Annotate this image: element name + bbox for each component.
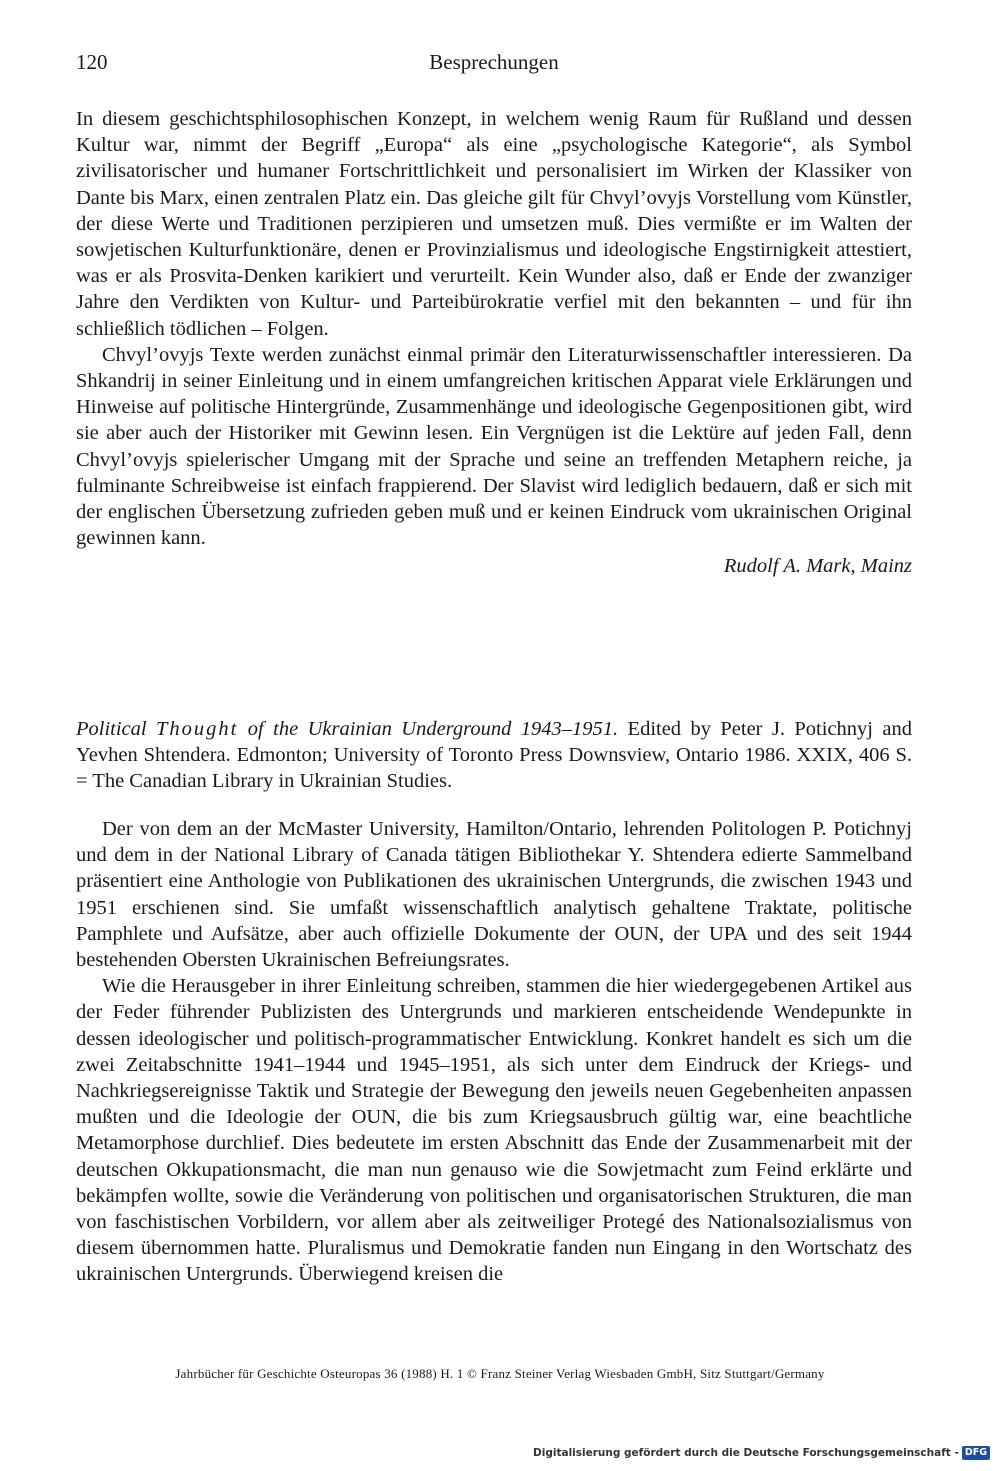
review-2-body [76,816,912,1288]
bibliographic-entry-text [76,716,912,795]
review-2-paragraph: Der von dem an der McMaster University, Hamilton/Ontario, lehrenden Politologen P. Potichnyj und dem in der National Library of Canada tätigen Bibliothekar Y. Shtendera edierte Sammelband präsentiert eine Anthologie von Publikationen des ukrainischen Untergrunds, die zwischen 1943 und 1951 erschienen sind. Sie umfaßt wissenschaftlich analytisch gehaltene Traktate, politische Pamphlete und Aufsätze, aber auch offizielle Dokumente der OUN, der UPA und des seit 1944 bestehenden Obersten Ukrainischen Befreiungsrates. [76,818,912,972]
digitization-note [533,1446,990,1460]
page-number: 120 [76,50,108,74]
review-2-paragraph: Wie die Herausgeber in ihrer Einleitung schreiben, stammen die hier wiedergegebenen Artikel aus der Feder führender Publizisten des Untergrunds und markieren entscheidende Wendepunkte in dessen ideologischer und politisch-programmatischer Entwicklung. Konkret handelt es sich um die zwei Zeitabschnitte 1941–1944 und 1945–1951, als sich unter dem Eindruck der Kriegs- und Nachkriegsereignisse Taktik und Strategie der Bewegung den jeweils neuen Gegebenheiten anpassen mußten und die Ideologie der OUN, die bis zum Kriegsausbruch gültig war, eine beachtliche Metamorphose durchlief. Dies bedeutete im ersten Abschnitt das Ende der Zusammenarbeit mit der deutschen Okkupationsmacht, die man nun genauso wie die Sowjetmacht zum Feind erklärte und bekämpfen wollte, sowie die Veränderung von politischen und organisatorischen Strukturen, die man von faschistischen Vorbildern, vor allem aber als zeitweiliger Protegé des Nationalsozialismus von diesem übernommen hatte. Pluralismus und Demokratie fanden nun Eingang in den Wortschatz des ukrainischen Untergrunds. Überwiegend kreisen die [76,975,912,1286]
digitization-note-text: Digitalisierung gefördert durch die Deutsche Forschungsgemeinschaft - [533,1447,959,1459]
journal-footer: Jahrbücher für Geschichte Osteuropas 36 (1988) H. 1 © Franz Steiner Verlag Wiesbaden GmbH, Sitz Stuttgart/Germany [175,1366,825,1381]
review-1-paragraph: Chvyl’ovyjs Texte werden zunächst einmal primär den Literaturwissenschaftler interessieren. Da Shkandrij in seiner Einleitung und in einem umfangreichen kritischen Apparat viele Erklärungen und Hinweise auf politische Hintergründe, Zusammenhänge und ideologische Gegenpositionen gibt, wird sie aber auch der Historiker mit Gewinn lesen. Ein Vergnügen ist die Lektüre auf jeden Fall, denn Chvyl’ovyjs spielerischer Umgang mit der Sprache und seine an treffenden Metaphern reiche, ja fulminante Schreibweise ist einfach frappierend. Der Slavist wird lediglich bedauern, daß er sich mit der englischen Übersetzung zufrieden geben muß und er keinen Eindruck vom ukrainischen Original gewinnen kann. [76,343,912,550]
bibliographic-entry [76,716,912,795]
review-1-body [76,106,912,580]
review-1-paragraph: In diesem geschichtsphilosophischen Konzept, in welchem wenig Raum für Rußland und dessen Kultur war, nimmt der Begriff „Europa“ als eine „psychologische Kategorie“, als Symbol zivilisatorischer und humaner Fortschrittlichkeit und personalisiert im Wirken der Klassiker von Dante bis Marx, einen zentralen Platz ein. Das gleiche gilt für Chvyl’ovyjs Vorstellung vom Künstler, der diese Werte und Traditionen perzipieren und umsetzen muß. Dies vermißte er im Walten der sowjetischen Kulturfunktionäre, denen er Provinzialismus und ideologische Engstirnigkeit attestiert, was er als Prosvita-Denken karikiert und verurteilt. Kein Wunder also, daß er Ende der zwanziger Jahre den Verdikten von Kultur- und Parteibürokratie verfiel mit den bekannten – und für ihn schließlich tödlichen – Folgen. [76,108,912,340]
review-1-signature: Rudolf A. Mark, Mainz [723,555,912,578]
book-publication-details: Edited by Peter J. Potichnyj and Yevhen Shtendera. Edmonton; University of Toronto Press Downsview, Ontario 1986. XXIX, 406 S. = The Canadian Library in Ukrainian Studies. [76,718,912,793]
book-title-part-2: of the Ukrainian Underground 1943–1951. [238,718,619,740]
running-title: Besprechungen [429,50,559,74]
dfg-logo-icon: DFG [962,1446,990,1460]
page-header [76,50,912,84]
book-title-part-1: Political [76,718,157,740]
book-title-tracked: Thought [156,718,239,740]
